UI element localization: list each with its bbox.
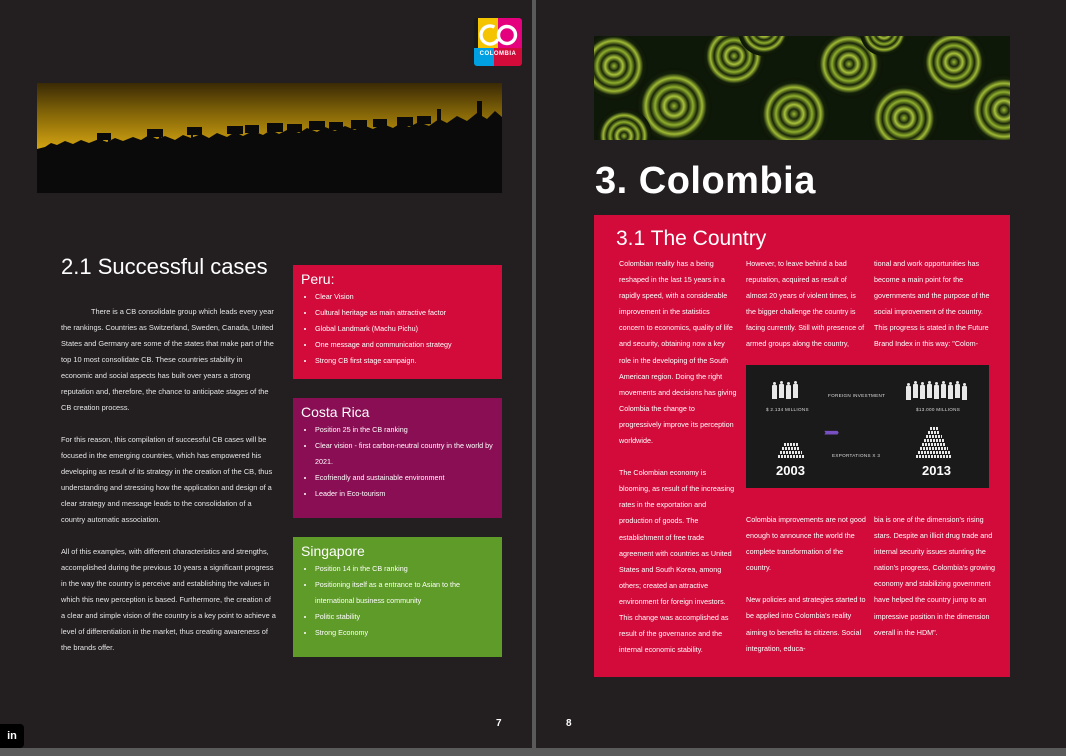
successful-cases-heading: 2.1 Successful cases <box>61 254 268 279</box>
page-number: 8 <box>566 718 572 729</box>
case-item: • Cultural heritage as main attractive factor <box>315 305 494 321</box>
case-item: • Position 14 in the CB ranking <box>315 561 494 577</box>
text-column-3-top <box>874 256 996 369</box>
growth-arrow-icon: ››››››››››››› <box>824 427 837 437</box>
in-tab-button[interactable]: in <box>0 724 24 748</box>
body-paragraph: tional and work opportunities has become a main point for the governments and the purpose of the social improvement of the country. This progress is stated in the Future Brand Index in this way: "Colom- <box>874 259 990 349</box>
case-item: • Ecofriendly and sustainable environment <box>315 470 494 486</box>
year-2013: 2013 <box>922 463 951 478</box>
exportations-label: EXPORTATIONS X 3 <box>832 453 881 458</box>
body-paragraph: Colombian reality has a being reshaped in the last 15 years in a rapidly speed, with a considerable improvement in the statistics concern to economics, quality of life and security, obtaining now a key role in the developing of the South American region. Doing the right movements and decisions has giving Colombia the change to progressively improve its perception worldwide. <box>619 259 737 446</box>
case-item: • Position 25 in the CB ranking <box>315 422 494 438</box>
case-box-peru <box>293 265 502 379</box>
text-column-2-top <box>746 256 866 369</box>
body-paragraph: All of this examples, with different characteristics and strengths, accomplished during the previous 10 years a significant progress in the way the country is perceive and establishing the values in which this new perception is based. Furthermore, the creation of a clear and simple vision of the country is a key point to achieve a level of differentiation in the market, thus creating awareness of the brands offer. <box>61 547 276 652</box>
investment-2003-label: $ 2.134 MILLIONS <box>766 407 809 412</box>
case-title: Singapore <box>301 543 365 559</box>
case-title: Peru: <box>301 271 335 287</box>
investment-2013-label: $13.000 MILLIONS <box>916 407 961 412</box>
body-paragraph: Colombia improvements are not good enough to announce the world the complete transformation of the country. <box>746 515 866 573</box>
body-paragraph: However, to leave behind a bad reputation, acquired as result of almost 20 years of violent times, is the bigger challenge the country is facing currently. Still with presence of armed groups along the country, <box>746 259 865 349</box>
case-item: • Strong Economy <box>315 625 494 641</box>
left-page <box>0 0 532 748</box>
case-item: • Clear vision - first carbon-neutral country in the world by 2021. <box>315 438 494 470</box>
investment-infographic <box>746 365 989 488</box>
case-item: • Positioning itself as a entrance to Asian to the international business community <box>315 577 494 609</box>
logo-wordmark: COLOMBIA <box>479 51 517 57</box>
text-column-2-bottom <box>746 512 866 673</box>
foreign-investment-label: FOREIGN INVESTMENT <box>828 393 886 398</box>
case-list <box>293 422 502 502</box>
case-item: • Global Landmark (Machu Pichu) <box>315 321 494 337</box>
year-2003: 2003 <box>776 463 805 478</box>
body-paragraph: New policies and strategies started to be applied into Colombia's reality aiming to benefits its citizens. Social integration, educa- <box>746 595 866 653</box>
text-column-1 <box>619 256 737 674</box>
country-panel <box>594 215 1010 677</box>
case-item: • Politic stability <box>315 609 494 625</box>
right-page <box>536 0 1066 748</box>
case-item: • Strong CB first stage campaign. <box>315 353 494 369</box>
case-list <box>293 289 502 369</box>
savanna-silhouette-photo <box>37 83 502 193</box>
case-list <box>293 561 502 641</box>
body-paragraph: For this reason, this compilation of successful CB cases will be focused in the emerging countries, which has empowered his developing as result of its strategy in the creation of the CB, thus understanding and stressing how the application and design of a clear strategy and message leads to the consolidation of a country automatic association. <box>61 435 273 524</box>
text-column-3-bottom <box>874 512 996 657</box>
body-paragraph: There is a CB consolidate group which leads every year the rankings. Countries as Switzerland, Sweden, Canada, United States and Germany are some of the states that make part of the top 10 most consolidate CB. These countries stability in economic and social aspects has built over years a strong reputation and, therefore, the chance to anticipate stages of the CB creation process. <box>61 307 274 412</box>
colombia-logo <box>474 18 522 66</box>
body-paragraph: The Colombian economy is blooming, as result of the increasing rates in the exportation and production of goods. The establishment of free trade agreement with countries as United States and South Korea, among others; created an attractive environment for foreign investors. This change was accomplished as result of the governance and the internal economic stability. <box>619 468 735 655</box>
case-item: • One message and communication strategy <box>315 337 494 353</box>
case-box-costa-rica <box>293 398 502 518</box>
case-box-singapore <box>293 537 502 657</box>
successful-cases-body <box>61 304 276 672</box>
spiral-pattern-photo <box>594 36 1010 140</box>
case-item: • Leader in Eco-tourism <box>315 486 494 502</box>
case-title: Costa Rica <box>301 404 370 420</box>
chapter-title: 3. Colombia <box>595 160 816 202</box>
body-paragraph: bia is one of the dimension's rising stars. Despite an illicit drug trade and internal security issues stunting the nation's progress, Colombia's growing economy and stabilizing government have helped the country jump to an impressive position in the dimension overall in the HDM". <box>874 515 995 637</box>
case-item: • Clear Vision <box>315 289 494 305</box>
the-country-heading: 3.1 The Country <box>616 227 767 250</box>
page-number: 7 <box>496 718 502 729</box>
